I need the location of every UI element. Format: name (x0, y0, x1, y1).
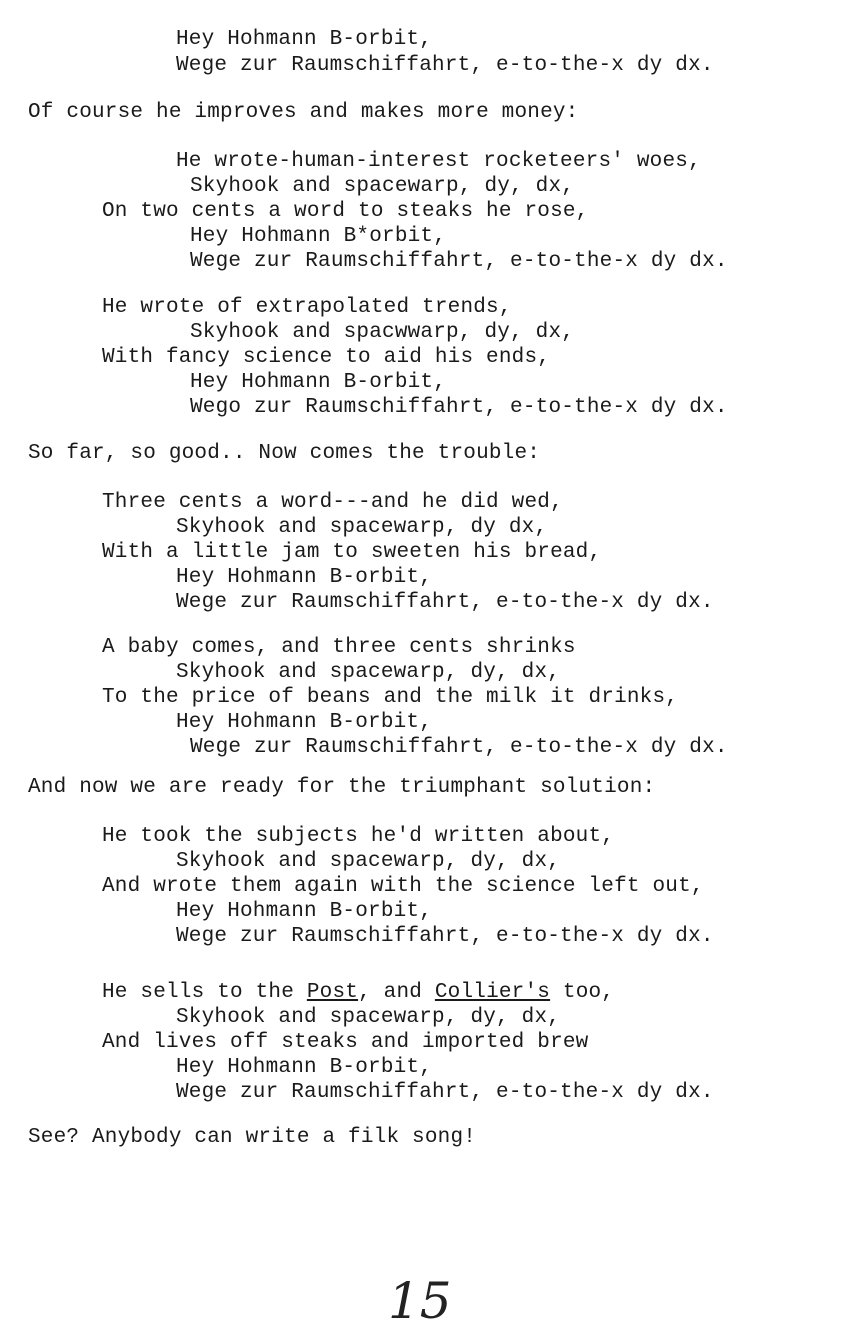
refrain-line-1: Hey Hohmann B-orbit, (176, 1056, 433, 1079)
verse-line: He wrote-human-interest rocketeers' woes, (176, 150, 701, 173)
verse-line: He took the subjects he'd written about, (102, 825, 615, 848)
refrain-line-2: Wege zur Raumschiffahrt, e-to-the-x dy dx. (190, 250, 728, 273)
verse-line: Three cents a word---and he did wed, (102, 491, 563, 514)
refrain-line-2: Wego zur Raumschiffahrt, e-to-the-x dy dx. (190, 396, 728, 419)
refrain-line-1: Hey Hohmann B-orbit, (176, 711, 433, 734)
verse-line: A baby comes, and three cents shrinks (102, 636, 576, 659)
closing-line: See? Anybody can write a filk song! (28, 1126, 477, 1149)
verse-line-post-colliers (102, 981, 614, 1005)
verse-text: He sells to the (102, 981, 307, 1004)
refrain-line-1: Hey Hohmann B*orbit, (190, 225, 447, 248)
refrain-line-1: Hey Hohmann B-orbit, (176, 900, 433, 923)
verse-line: With a little jam to sweeten his bread, (102, 541, 602, 564)
chorus-line: Skyhook and spacewarp, dy dx, (176, 516, 548, 539)
chorus-line: Skyhook and spacwwarp, dy, dx, (190, 321, 575, 344)
refrain-line-2: Wege zur Raumschiffahrt, e-to-the-x dy dx. (176, 1081, 714, 1104)
refrain-line-2: Wege zur Raumschiffahrt, e-to-the-x dy dx. (176, 54, 714, 77)
magazine-title-colliers: Collier's (434, 981, 551, 1004)
magazine-title-post: Post (306, 981, 359, 1004)
chorus-line: Skyhook and spacewarp, dy, dx, (176, 1006, 561, 1029)
refrain-line-2: Wege zur Raumschiffahrt, e-to-the-x dy dx. (176, 591, 714, 614)
refrain-line-2: Wege zur Raumschiffahrt, e-to-the-x dy dx. (190, 736, 728, 759)
chorus-line: Skyhook and spacewarp, dy, dx, (176, 661, 561, 684)
verse-text: too, (550, 981, 615, 1004)
verse-line: To the price of beans and the milk it drinks, (102, 686, 679, 709)
verse-line: And wrote them again with the science left out, (102, 875, 704, 898)
prose-line: So far, so good.. Now comes the trouble: (28, 442, 541, 465)
chorus-line: Skyhook and spacewarp, dy, dx, (190, 175, 575, 198)
verse-line: And lives off steaks and imported brew (102, 1031, 589, 1054)
page-number: 15 (388, 1272, 452, 1330)
prose-line: Of course he improves and makes more money: (28, 101, 579, 124)
verse-line: He wrote of extrapolated trends, (102, 296, 512, 319)
refrain-line-1: Hey Hohmann B-orbit, (176, 28, 433, 51)
refrain-line-1: Hey Hohmann B-orbit, (190, 371, 447, 394)
refrain-line-2: Wege zur Raumschiffahrt, e-to-the-x dy dx. (176, 925, 714, 948)
refrain-line-1: Hey Hohmann B-orbit, (176, 566, 433, 589)
prose-line: And now we are ready for the triumphant solution: (28, 776, 656, 799)
verse-line: On two cents a word to steaks he rose, (102, 200, 589, 223)
verse-text: , and (358, 981, 435, 1004)
verse-line: With fancy science to aid his ends, (102, 346, 551, 369)
chorus-line: Skyhook and spacewarp, dy, dx, (176, 850, 561, 873)
